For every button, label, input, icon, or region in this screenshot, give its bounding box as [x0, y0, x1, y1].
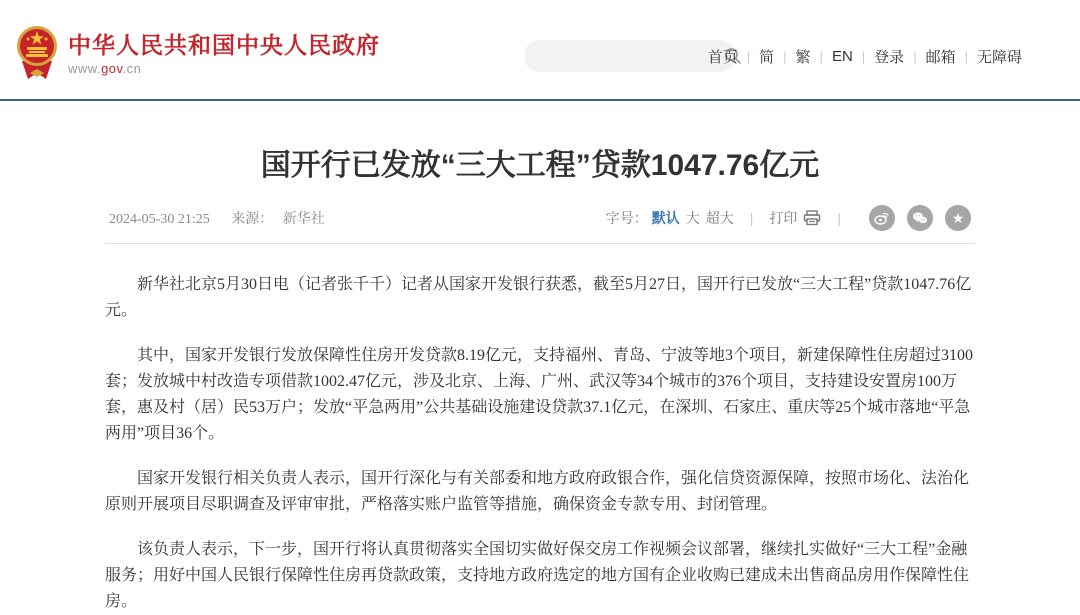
- article-source: 新华社: [282, 212, 325, 227]
- article-date: 2024-05-30 21:25: [109, 212, 210, 227]
- article-meta-row: [105, 205, 975, 244]
- masthead-text: [68, 23, 380, 76]
- share-weibo-button[interactable]: [869, 205, 895, 231]
- nav-separator: |: [746, 49, 751, 64]
- article-paragraph: 该负责人表示，下一步，国开行将认真贯彻落实全国切实做好保交房工作视频会议部署，继续扎实做好“三大工程”金融服务；用好中国人民银行保障性住房再贷款政策，支持地方政府选定的地方国有企业收购已建成未出售商品房用作保障性住房。: [105, 541, 970, 610]
- nav-accessibility[interactable]: 无障碍: [976, 49, 1022, 66]
- print-button[interactable]: [769, 208, 821, 228]
- nav-separator: |: [913, 49, 917, 64]
- font-size-large-button[interactable]: 大: [685, 210, 700, 226]
- print-label: 打印: [769, 210, 798, 226]
- font-size-xlarge-button[interactable]: 超大: [705, 210, 734, 226]
- nav-separator: |: [964, 49, 968, 64]
- article-title: 国开行已发放“三大工程”贷款1047.76亿元: [260, 149, 820, 182]
- top-nav: [708, 46, 1022, 67]
- site-title[interactable]: 中华人民共和国中央人民政府: [68, 32, 380, 58]
- wechat-icon: [912, 211, 928, 225]
- search-box: [524, 40, 736, 72]
- site-url-gov: gov: [101, 61, 123, 76]
- share-wechat-button[interactable]: [907, 205, 933, 231]
- source-label: 来源：: [231, 212, 274, 227]
- toolbar-separator: |: [837, 210, 841, 226]
- font-size-default-button[interactable]: 默认: [651, 210, 680, 226]
- nav-separator: |: [861, 49, 866, 64]
- site-url-www: www.: [68, 61, 102, 76]
- site-header: [0, 0, 1080, 101]
- share-buttons: [857, 205, 971, 231]
- weibo-icon: [874, 211, 890, 225]
- article-body: [105, 272, 975, 615]
- article-meta-left: [109, 208, 325, 228]
- nav-login[interactable]: 登录: [874, 49, 905, 66]
- national-emblem-logo: [16, 23, 58, 83]
- site-url-cn: .cn: [122, 61, 142, 76]
- article-paragraph: 新华社北京5月30日电（记者张千千）记者从国家开发银行获悉，截至5月27日，国开行已发放“三大工程”贷款1047.76亿元。: [105, 276, 972, 319]
- search-input[interactable]: [524, 40, 724, 72]
- nav-traditional[interactable]: 繁: [795, 49, 811, 66]
- article-container: [105, 147, 975, 615]
- site-url: [68, 61, 380, 76]
- nav-mailbox[interactable]: 邮箱: [925, 49, 956, 66]
- share-favorite-button[interactable]: [945, 205, 971, 231]
- masthead-home-link[interactable]: [16, 23, 380, 83]
- nav-separator: |: [819, 49, 823, 64]
- nav-english[interactable]: EN: [831, 48, 853, 65]
- printer-icon: [803, 210, 821, 226]
- star-icon: ★: [951, 210, 965, 226]
- article-toolbar: [606, 205, 971, 231]
- nav-home[interactable]: 首页: [707, 49, 738, 66]
- nav-simplified[interactable]: 简: [759, 49, 775, 66]
- nav-separator: |: [783, 49, 787, 64]
- font-size-label: 字号：: [605, 210, 648, 226]
- article-paragraph: 国家开发银行相关负责人表示，国开行深化与有关部委和地方政府政银合作，强化信贷资源保障，按照市场化、法治化原则开展项目尽职调查及评审审批，严格落实账户监管等措施，确保资金专款专用、封闭管理。: [105, 470, 970, 513]
- article-paragraph: 其中，国家开发银行发放保障性住房开发贷款8.19亿元，支持福州、青岛、宁波等地3个项目，新建保障性住房超过3100套；发放城中村改造专项借款1002.47亿元，涉及北京、上海、广州、武汉等34个城市的376个项目，支持建设安置房100万套，惠及村（居）民53万户；发放“平急两用”公共基础设施建设贷款37.1亿元，在深圳、石家庄、重庆等25个城市落地“平急两用”项目36个。: [105, 347, 974, 442]
- toolbar-separator: |: [749, 210, 754, 226]
